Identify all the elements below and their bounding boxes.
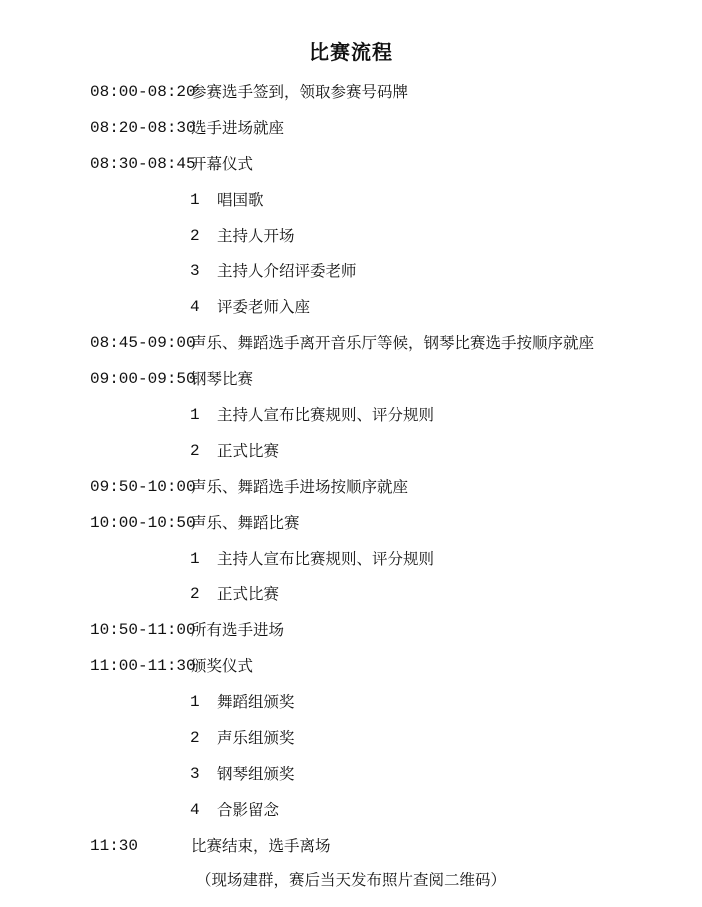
time-range: 09:50-10:00 [90,477,196,496]
schedule-list [0,78,702,868]
sub-item-number: 1 [190,693,200,712]
sub-item-text: 声乐组颁奖 [217,729,295,748]
schedule-row [0,832,702,868]
sub-item-text: 主持人宣布比赛规则、评分规则 [217,406,435,425]
footer-note: （现场建群，赛后当天发布照片查阅二维码） [195,871,506,889]
time-range: 10:50-11:00 [90,621,196,640]
event-description: 所有选手进场 [191,621,285,640]
event-description: 钢琴比赛 [191,370,254,389]
event-description: 开幕仪式 [191,154,254,173]
sub-item-text: 主持人开场 [217,226,295,245]
sub-item-text: 主持人介绍评委老师 [217,262,357,281]
sub-item-row [0,760,702,796]
sub-item-number: 4 [190,800,200,819]
time-range: 11:30 [90,836,139,855]
sub-item-row [0,293,702,329]
sub-item-row [0,401,702,437]
sub-item-row [0,724,702,760]
sub-item-row [0,437,702,473]
time-range: 09:00-09:50 [90,370,196,389]
sub-item-row [0,186,702,222]
sub-item-text: 钢琴组颁奖 [217,764,295,783]
sub-item-number: 1 [190,190,200,209]
time-range: 08:20-08:30 [90,118,196,137]
sub-item-text: 舞蹈组颁奖 [217,693,295,712]
sub-item-number: 2 [190,585,200,604]
sub-item-number: 3 [190,764,200,783]
time-range: 08:45-09:00 [90,334,196,353]
schedule-row [0,365,702,401]
sub-item-row [0,580,702,616]
sub-item-row [0,222,702,258]
time-range: 08:00-08:20 [90,83,196,101]
schedule-row [0,150,702,186]
sub-item-text: 唱国歌 [217,190,264,209]
schedule-row [0,78,702,114]
event-description: 参赛选手签到，领取参赛号码牌 [191,83,409,101]
schedule-row [0,329,702,365]
sub-item-row [0,688,702,724]
event-description: 选手进场就座 [191,118,285,137]
event-description: 声乐、舞蹈选手离开音乐厅等候，钢琴比赛选手按顺序就座 [191,334,595,353]
sub-item-text: 评委老师入座 [217,298,311,317]
event-description: 比赛结束，选手离场 [191,836,331,855]
time-range: 10:00-10:50 [90,513,196,532]
page-title: 比赛流程 [309,40,393,64]
schedule-row [0,652,702,688]
time-range: 11:00-11:30 [90,657,196,676]
sub-item-text: 正式比赛 [217,585,280,604]
sub-item-row [0,545,702,581]
event-description: 颁奖仪式 [191,657,254,676]
sub-item-text: 合影留念 [217,800,280,819]
sub-item-text: 主持人宣布比赛规则、评分规则 [217,549,435,568]
schedule-row [0,616,702,652]
sub-item-number: 2 [190,729,200,748]
sub-item-row [0,257,702,293]
sub-item-number: 3 [190,262,200,281]
schedule-row [0,509,702,545]
sub-item-text: 正式比赛 [217,441,280,460]
event-description: 声乐、舞蹈比赛 [191,513,300,532]
event-description: 声乐、舞蹈选手进场按顺序就座 [191,477,409,496]
schedule-row [0,473,702,509]
time-range: 08:30-08:45 [90,154,196,173]
sub-item-number: 4 [190,298,200,317]
sub-item-row [0,796,702,832]
sub-item-number: 1 [190,549,200,568]
sub-item-number: 1 [190,406,200,425]
schedule-row [0,114,702,150]
sub-item-number: 2 [190,441,200,460]
sub-item-number: 2 [190,226,200,245]
